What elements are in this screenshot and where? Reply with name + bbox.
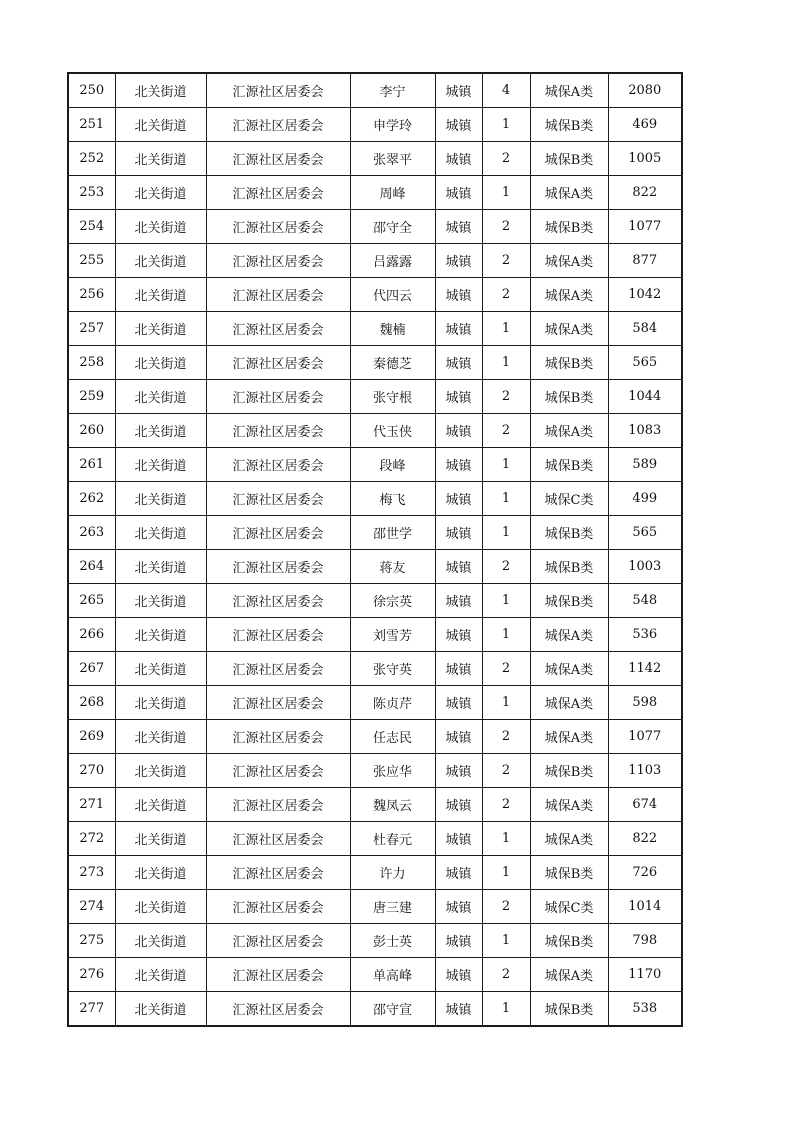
cell-community: 汇源社区居委会 [206,856,350,890]
cell-community: 汇源社区居委会 [206,584,350,618]
cell-category: 城保A类 [530,788,608,822]
table-row [68,346,682,380]
table-row [68,890,682,924]
cell-community: 汇源社区居委会 [206,346,350,380]
cell-count: 2 [482,550,530,584]
cell-area: 城镇 [435,754,482,788]
cell-amount: 674 [608,788,682,822]
table-row [68,414,682,448]
cell-number: 277 [68,992,115,1027]
cell-category: 城保A类 [530,278,608,312]
cell-amount: 536 [608,618,682,652]
cell-area: 城镇 [435,958,482,992]
cell-count: 2 [482,414,530,448]
table-row [68,856,682,890]
cell-amount: 499 [608,482,682,516]
cell-street: 北关街道 [115,550,206,584]
cell-area: 城镇 [435,312,482,346]
cell-community: 汇源社区居委会 [206,278,350,312]
cell-number: 266 [68,618,115,652]
cell-street: 北关街道 [115,380,206,414]
cell-number: 269 [68,720,115,754]
cell-area: 城镇 [435,720,482,754]
cell-street: 北关街道 [115,210,206,244]
cell-community: 汇源社区居委会 [206,924,350,958]
cell-street: 北关街道 [115,176,206,210]
cell-number: 262 [68,482,115,516]
cell-number: 260 [68,414,115,448]
record-table [67,72,683,1027]
cell-category: 城保A类 [530,176,608,210]
cell-count: 1 [482,312,530,346]
cell-street: 北关街道 [115,312,206,346]
cell-amount: 1014 [608,890,682,924]
cell-area: 城镇 [435,652,482,686]
cell-number: 252 [68,142,115,176]
cell-area: 城镇 [435,346,482,380]
table-row [68,686,682,720]
cell-street: 北关街道 [115,720,206,754]
cell-count: 2 [482,890,530,924]
cell-amount: 877 [608,244,682,278]
cell-amount: 1103 [608,754,682,788]
cell-name: 张守英 [350,652,435,686]
cell-name: 邵世学 [350,516,435,550]
cell-community: 汇源社区居委会 [206,210,350,244]
cell-name: 段峰 [350,448,435,482]
cell-area: 城镇 [435,108,482,142]
cell-street: 北关街道 [115,924,206,958]
cell-number: 251 [68,108,115,142]
cell-community: 汇源社区居委会 [206,142,350,176]
cell-amount: 1077 [608,210,682,244]
cell-amount: 1083 [608,414,682,448]
cell-count: 1 [482,516,530,550]
cell-count: 1 [482,618,530,652]
table-row [68,108,682,142]
cell-number: 256 [68,278,115,312]
cell-number: 272 [68,822,115,856]
cell-street: 北关街道 [115,142,206,176]
cell-category: 城保B类 [530,754,608,788]
cell-category: 城保A类 [530,618,608,652]
cell-count: 1 [482,686,530,720]
cell-amount: 822 [608,822,682,856]
cell-area: 城镇 [435,924,482,958]
cell-community: 汇源社区居委会 [206,414,350,448]
cell-community: 汇源社区居委会 [206,73,350,108]
cell-community: 汇源社区居委会 [206,652,350,686]
table-row [68,924,682,958]
table-row [68,142,682,176]
table-row [68,278,682,312]
cell-street: 北关街道 [115,618,206,652]
cell-count: 2 [482,278,530,312]
cell-number: 264 [68,550,115,584]
cell-number: 268 [68,686,115,720]
cell-community: 汇源社区居委会 [206,618,350,652]
cell-count: 4 [482,73,530,108]
cell-amount: 822 [608,176,682,210]
cell-number: 265 [68,584,115,618]
cell-community: 汇源社区居委会 [206,380,350,414]
cell-amount: 798 [608,924,682,958]
cell-number: 250 [68,73,115,108]
cell-street: 北关街道 [115,346,206,380]
cell-area: 城镇 [435,278,482,312]
cell-amount: 1142 [608,652,682,686]
table-row [68,73,682,108]
cell-category: 城保A类 [530,73,608,108]
cell-name: 张应华 [350,754,435,788]
cell-category: 城保A类 [530,312,608,346]
table-row [68,754,682,788]
cell-street: 北关街道 [115,754,206,788]
table-row [68,516,682,550]
cell-amount: 1003 [608,550,682,584]
cell-number: 261 [68,448,115,482]
table-row [68,584,682,618]
cell-name: 吕露露 [350,244,435,278]
cell-category: 城保B类 [530,210,608,244]
cell-amount: 1044 [608,380,682,414]
table-row [68,822,682,856]
cell-count: 2 [482,380,530,414]
cell-area: 城镇 [435,788,482,822]
cell-area: 城镇 [435,584,482,618]
cell-number: 263 [68,516,115,550]
cell-number: 253 [68,176,115,210]
cell-number: 254 [68,210,115,244]
table-row [68,312,682,346]
table-row [68,210,682,244]
cell-count: 1 [482,448,530,482]
cell-amount: 538 [608,992,682,1027]
cell-area: 城镇 [435,414,482,448]
cell-area: 城镇 [435,176,482,210]
cell-count: 1 [482,108,530,142]
table-row [68,720,682,754]
cell-street: 北关街道 [115,652,206,686]
table-row [68,550,682,584]
cell-amount: 469 [608,108,682,142]
table-row [68,482,682,516]
cell-number: 259 [68,380,115,414]
cell-amount: 565 [608,346,682,380]
cell-amount: 589 [608,448,682,482]
cell-category: 城保A类 [530,720,608,754]
cell-name: 唐三建 [350,890,435,924]
cell-category: 城保B类 [530,856,608,890]
cell-community: 汇源社区居委会 [206,958,350,992]
cell-area: 城镇 [435,244,482,278]
cell-count: 2 [482,652,530,686]
cell-community: 汇源社区居委会 [206,312,350,346]
cell-area: 城镇 [435,210,482,244]
cell-category: 城保B类 [530,108,608,142]
cell-area: 城镇 [435,516,482,550]
cell-name: 邵守宣 [350,992,435,1027]
cell-name: 魏楠 [350,312,435,346]
cell-name: 任志民 [350,720,435,754]
cell-street: 北关街道 [115,992,206,1027]
cell-category: 城保B类 [530,924,608,958]
cell-street: 北关街道 [115,73,206,108]
cell-name: 单高峰 [350,958,435,992]
cell-amount: 2080 [608,73,682,108]
cell-community: 汇源社区居委会 [206,550,350,584]
cell-community: 汇源社区居委会 [206,244,350,278]
cell-name: 张翠平 [350,142,435,176]
cell-area: 城镇 [435,890,482,924]
cell-area: 城镇 [435,448,482,482]
cell-name: 许力 [350,856,435,890]
cell-street: 北关街道 [115,890,206,924]
cell-name: 李宁 [350,73,435,108]
cell-count: 2 [482,210,530,244]
cell-category: 城保A类 [530,652,608,686]
table-row [68,448,682,482]
cell-count: 1 [482,992,530,1027]
table-row [68,176,682,210]
cell-name: 蒋友 [350,550,435,584]
cell-number: 271 [68,788,115,822]
cell-area: 城镇 [435,856,482,890]
table-row [68,788,682,822]
cell-area: 城镇 [435,482,482,516]
cell-area: 城镇 [435,73,482,108]
cell-category: 城保A类 [530,958,608,992]
cell-amount: 726 [608,856,682,890]
cell-count: 1 [482,924,530,958]
cell-count: 2 [482,754,530,788]
table-row [68,618,682,652]
cell-count: 1 [482,584,530,618]
cell-name: 陈贞芹 [350,686,435,720]
cell-name: 刘雪芳 [350,618,435,652]
cell-community: 汇源社区居委会 [206,448,350,482]
cell-community: 汇源社区居委会 [206,754,350,788]
cell-street: 北关街道 [115,584,206,618]
cell-category: 城保B类 [530,516,608,550]
cell-street: 北关街道 [115,686,206,720]
cell-number: 275 [68,924,115,958]
cell-name: 魏凤云 [350,788,435,822]
cell-street: 北关街道 [115,278,206,312]
cell-amount: 584 [608,312,682,346]
cell-name: 申学玲 [350,108,435,142]
cell-area: 城镇 [435,686,482,720]
cell-community: 汇源社区居委会 [206,176,350,210]
cell-street: 北关街道 [115,244,206,278]
table-body [68,73,682,1026]
cell-name: 秦德芝 [350,346,435,380]
table-row [68,244,682,278]
cell-count: 2 [482,142,530,176]
cell-category: 城保A类 [530,686,608,720]
cell-count: 1 [482,176,530,210]
cell-street: 北关街道 [115,856,206,890]
cell-category: 城保A类 [530,414,608,448]
cell-amount: 1170 [608,958,682,992]
cell-category: 城保A类 [530,244,608,278]
cell-category: 城保C类 [530,482,608,516]
table-row [68,380,682,414]
table-row [68,992,682,1027]
cell-name: 邵守全 [350,210,435,244]
cell-amount: 598 [608,686,682,720]
cell-community: 汇源社区居委会 [206,992,350,1027]
cell-area: 城镇 [435,142,482,176]
cell-community: 汇源社区居委会 [206,720,350,754]
cell-street: 北关街道 [115,108,206,142]
cell-area: 城镇 [435,618,482,652]
cell-count: 1 [482,482,530,516]
cell-community: 汇源社区居委会 [206,108,350,142]
cell-category: 城保B类 [530,448,608,482]
cell-amount: 1042 [608,278,682,312]
cell-community: 汇源社区居委会 [206,788,350,822]
cell-category: 城保C类 [530,890,608,924]
cell-count: 1 [482,346,530,380]
table-row [68,652,682,686]
cell-category: 城保A类 [530,822,608,856]
cell-count: 2 [482,958,530,992]
cell-community: 汇源社区居委会 [206,822,350,856]
cell-number: 258 [68,346,115,380]
cell-category: 城保B类 [530,346,608,380]
cell-community: 汇源社区居委会 [206,482,350,516]
cell-number: 273 [68,856,115,890]
cell-category: 城保B类 [530,584,608,618]
cell-street: 北关街道 [115,482,206,516]
cell-street: 北关街道 [115,414,206,448]
cell-community: 汇源社区居委会 [206,516,350,550]
cell-street: 北关街道 [115,788,206,822]
cell-name: 彭士英 [350,924,435,958]
cell-name: 代四云 [350,278,435,312]
cell-count: 1 [482,856,530,890]
cell-street: 北关街道 [115,958,206,992]
cell-category: 城保B类 [530,550,608,584]
cell-area: 城镇 [435,550,482,584]
cell-street: 北关街道 [115,448,206,482]
cell-name: 梅飞 [350,482,435,516]
cell-community: 汇源社区居委会 [206,686,350,720]
cell-number: 270 [68,754,115,788]
cell-amount: 1005 [608,142,682,176]
cell-number: 267 [68,652,115,686]
cell-street: 北关街道 [115,516,206,550]
cell-count: 2 [482,244,530,278]
cell-category: 城保B类 [530,380,608,414]
cell-amount: 565 [608,516,682,550]
cell-number: 255 [68,244,115,278]
cell-count: 1 [482,822,530,856]
cell-amount: 548 [608,584,682,618]
cell-area: 城镇 [435,992,482,1027]
cell-area: 城镇 [435,822,482,856]
cell-community: 汇源社区居委会 [206,890,350,924]
cell-street: 北关街道 [115,822,206,856]
cell-count: 2 [482,720,530,754]
cell-category: 城保B类 [530,142,608,176]
cell-number: 276 [68,958,115,992]
cell-count: 2 [482,788,530,822]
table-row [68,958,682,992]
cell-name: 周峰 [350,176,435,210]
cell-name: 杜春元 [350,822,435,856]
cell-name: 张守根 [350,380,435,414]
cell-number: 274 [68,890,115,924]
cell-amount: 1077 [608,720,682,754]
cell-name: 徐宗英 [350,584,435,618]
cell-number: 257 [68,312,115,346]
cell-category: 城保B类 [530,992,608,1027]
cell-area: 城镇 [435,380,482,414]
cell-name: 代玉侠 [350,414,435,448]
